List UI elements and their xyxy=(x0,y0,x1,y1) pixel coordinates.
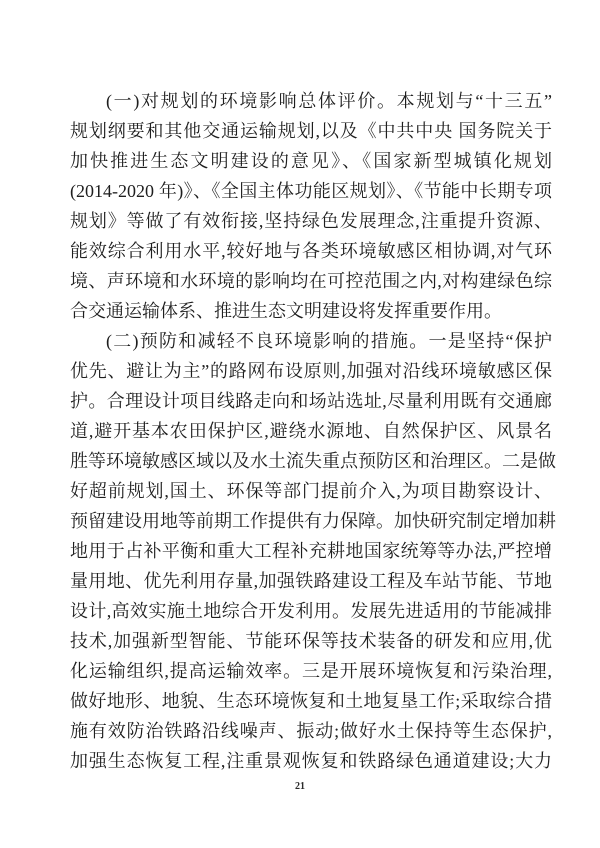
text-line: 做好地形、地貌、生态环境恢复和土地复垦工作;采取综合措 xyxy=(70,691,552,711)
text-line: 施有效防治铁路沿线噪声、振动;做好水土保持等生态保护, xyxy=(70,721,552,741)
text-line: 设计,高效实施土地综合开发利用。发展先进适用的节能减排 xyxy=(70,601,552,621)
text-line: 胜等环境敏感区域以及水土流失重点预防区和治理区。二是做 xyxy=(70,451,556,471)
text-line: 规划纲要和其他交通运输规划,以及《中共中央 国务院关于 xyxy=(70,121,552,141)
text-line: (一)对规划的环境影响总体评价。本规划与“十三五” xyxy=(106,91,552,111)
text-line: 境、声环境和水环境的影响均在可控范围之内,对构建绿色综 xyxy=(70,271,552,291)
text-line: 技术,加强新型智能、节能环保等技术装备的研发和应用,优 xyxy=(70,631,552,651)
text-line: 道,避开基本农田保护区,避绕水源地、自然保护区、风景名 xyxy=(70,421,552,441)
text-line: (2014-2020 年)》、《全国主体功能区规划》、《节能中长期专项 xyxy=(70,181,552,201)
text-line: 加快推进生态文明建设的意见》、《国家新型城镇化规划 xyxy=(70,151,552,171)
text-line: 护。合理设计项目线路走向和场站选址,尽量利用既有交通廊 xyxy=(70,391,552,411)
text-line: 地用于占补平衡和重大工程补充耕地国家统筹等办法,严控增 xyxy=(70,541,552,561)
text-line: 量用地、优先利用存量,加强铁路建设工程及车站节能、节地 xyxy=(70,571,552,591)
text-line: 好超前规划,国土、环保等部门提前介入,为项目勘察设计、 xyxy=(70,481,552,501)
text-line: 化运输组织,提高运输效率。三是开展环境恢复和污染治理, xyxy=(70,661,552,681)
text-line: 能效综合利用水平,较好地与各类环境敏感区相协调,对气环 xyxy=(70,241,552,261)
text-line: 合交通运输体系、推进生态文明建设将发挥重要作用。 xyxy=(70,301,502,321)
page-number: 21 xyxy=(295,781,305,792)
text-line: (二)预防和减轻不良环境影响的措施。一是坚持“保护 xyxy=(106,331,552,351)
text-line: 预留建设用地等前期工作提供有力保障。加快研究制定增加耕 xyxy=(70,511,556,531)
text-line: 加强生态恢复工程,注重景观恢复和铁路绿色通道建设;大力 xyxy=(70,751,552,771)
document-body xyxy=(70,86,556,776)
text-line: 优先、避让为主”的路网布设原则,加强对沿线环境敏感区保 xyxy=(70,361,552,381)
text-line: 规划》等做了有效衔接,坚持绿色发展理念,注重提升资源、 xyxy=(70,211,552,231)
